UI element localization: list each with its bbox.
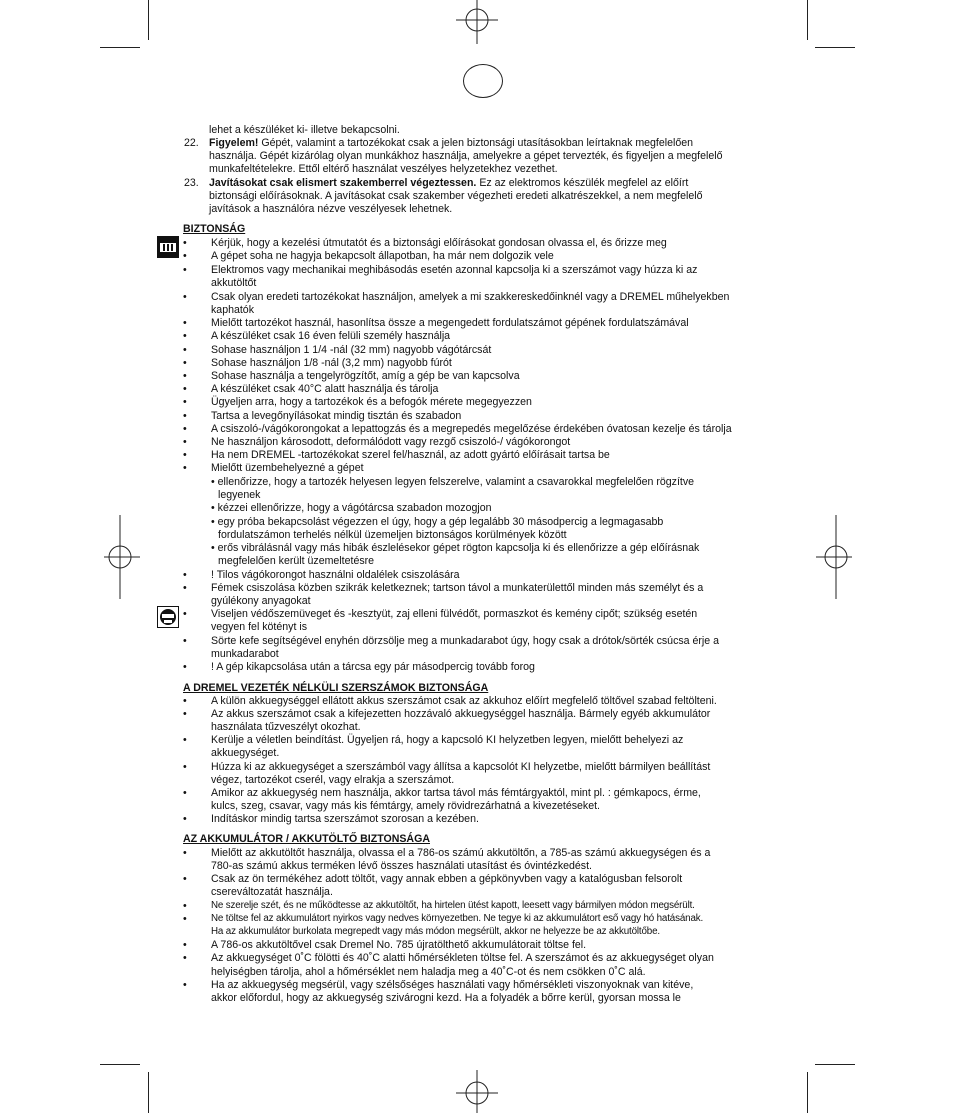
- text-run: Gépét, valamint a tartozékokat csak a jelen biztonsági utasításokban leírtaknak megfelelően: [258, 137, 694, 149]
- bullet: •: [183, 913, 187, 925]
- bullet-text: Ne használjon károsodott, deformálódott vagy rezgő csiszoló-/ vágókorongot: [211, 436, 571, 448]
- crop-mark: [148, 0, 149, 40]
- protective-gear-icon: [157, 606, 179, 628]
- crop-mark: [100, 47, 140, 48]
- sub-bullet-text: megfelelően került üzemeltetésre: [218, 555, 375, 567]
- text-line: munkafeltételekre. Ettől eltérő használat veszélyes helyzetekhez vezethet.: [209, 163, 558, 175]
- bullet: •: [183, 787, 187, 799]
- bullet: •: [183, 396, 187, 408]
- bullet-text: Ne töltse fel az akkumulátort nyirkos vagy nedves környezetben. Ne tegye ki az akkumulátort eső vagy hó hatásának.: [211, 913, 704, 924]
- bullet-text: Mielőtt tartozékot használ, hasonlítsa össze a megengedett fordulatszámot gépének fordulatszámával: [211, 317, 689, 329]
- crop-mark: [807, 0, 808, 40]
- bullet: •: [183, 582, 187, 594]
- bullet-text: Húzza ki az akkuegységet a szerszámból vagy állítsa a kapcsolót KI helyzetbe, mielőtt bármilyen beállítást: [211, 761, 711, 773]
- bullet: •: [183, 264, 187, 276]
- bullet-text: Mielőtt üzembehelyezné a gépet: [211, 462, 364, 474]
- bullet: •: [183, 383, 187, 395]
- section-heading: AZ AKKUMULÁTOR / AKKUTÖLTŐ BIZTONSÁGA: [183, 833, 430, 845]
- registration-mark-bottom: [456, 1070, 498, 1113]
- bullet-text: kaphatók: [211, 304, 254, 316]
- bullet-text: Mielőtt az akkutöltőt használja, olvassa el a 786-os számú akkutöltőn, a 785-as számú akkuegységen és a: [211, 847, 711, 859]
- text-run: Ez az elektromos készülék megfelel az előírt: [476, 177, 689, 189]
- bullet: •: [183, 237, 187, 249]
- manual-read-icon: [157, 236, 179, 258]
- bullet: •: [183, 813, 187, 825]
- bullet-text: Fémek csiszolása közben szikrák keletkeznek; tartson távol a munkaterülettől minden más személyt és a: [211, 582, 704, 594]
- bullet-text: csereváltozatát használja.: [211, 886, 333, 898]
- bullet: •: [183, 291, 187, 303]
- bullet: •: [183, 900, 187, 912]
- bullet-text: Az akkus szerszámot csak a kifejezetten hozzávaló akkuegységgel használja. Bármely egyéb akkumulátor: [211, 708, 711, 720]
- registration-mark-top: [456, 0, 498, 44]
- bullet-text: vegyen fel kötényt is: [211, 621, 307, 633]
- bullet: •: [183, 462, 187, 474]
- bullet: •: [183, 761, 187, 773]
- bullet-text: Viseljen védőszemüveget és -kesztyüt, zaj elleni fülvédőt, pormaszkot és kemény cipőt; szükség esetén: [211, 608, 698, 620]
- bullet-text: végez, tartozékot cserél, vagy elrakja a szerszámot.: [211, 774, 455, 786]
- bullet-text: akkor előfordul, hogy az akkuegység szivárogni kezd. Ha a folyadék a bőrre kerül, gyorsan mossa le: [211, 992, 681, 1004]
- bullet-text: 780-as számú akkus terméken lévő összes használati utasítást és óvintézkedést.: [211, 860, 592, 872]
- registration-mark-left: [96, 515, 144, 599]
- section-heading: BIZTONSÁG: [183, 223, 246, 235]
- bullet: •: [183, 357, 187, 369]
- bullet: •: [183, 569, 187, 581]
- text-line: lehet a készüléket ki- illetve bekapcsolni.: [209, 124, 400, 136]
- section-heading: A DREMEL VEZETÉK NÉLKÜLI SZERSZÁMOK BIZTONSÁGA: [183, 682, 489, 694]
- bullet-text: Kérjük, hogy a kezelési útmutatót és a biztonsági előírásokat gondosan olvassa el, és őrizze meg: [211, 237, 667, 249]
- bullet: •: [183, 952, 187, 964]
- bullet-text: ! Tilos vágókorongot használni oldalélek csiszolására: [211, 569, 460, 581]
- bullet-text: A külön akkuegységgel ellátott akkus szerszámot csak az akkuhoz előírt megfelelő töltővel szabad feltölteni.: [211, 695, 717, 707]
- sub-bullet-text: legyenek: [218, 489, 261, 501]
- sub-bullet-text: • kézzei ellenőrizze, hogy a vágótárcsa szabadon mozogjon: [211, 502, 492, 514]
- bullet-text: Csak olyan eredeti tartozékokat használjon, amelyek a mi szakkereskedőinknél vagy a DREMEL műhelyekben: [211, 291, 730, 303]
- bullet-text: Sörte kefe segítségével enyhén dörzsölje meg a munkadarabot úgy, hogy csak a drótok/sörték csúcsa érje a: [211, 635, 719, 647]
- bullet-text: Sohase használjon 1 1/4 -nál (32 mm) nagyobb vágótárcsát: [211, 344, 492, 356]
- page-tab-oval: [463, 64, 503, 98]
- crop-mark: [815, 1064, 855, 1065]
- bold-lead: Figyelem!: [209, 137, 259, 149]
- bullet-text: Ha nem DREMEL -tartozékokat szerel fel/használ, az adott gyártó előírásait tartsa be: [211, 449, 610, 461]
- bullet-text: Ne szerelje szét, és ne működtesse az akkutöltőt, ha hirtelen ütést kapott, leesett vagy bármilyen módon megsérült.: [211, 900, 695, 911]
- bullet-text: kulcs, szeg, csavar, vagy más kis fémtárgy, amely rövidrezárhatná a kivezetéseket.: [211, 800, 600, 812]
- bullet: •: [183, 436, 187, 448]
- bullet-text: Az akkuegységet 0˚C fölötti és 40˚C alatti hőmérsékleten töltse fel. A szerszámot és az akkuegységet olyan: [211, 952, 714, 964]
- bullet-text: Sohase használjon 1/8 -nál (3,2 mm) nagyobb fúrót: [211, 357, 452, 369]
- sub-bullet-text: • erős vibrálásnál vagy más hibák észlelésekor gépet rögton kapcsolja ki és ellenőrizze a gép előírásnak: [211, 542, 700, 554]
- bullet: •: [183, 695, 187, 707]
- bullet-text: gyúlékony anyagokat: [211, 595, 311, 607]
- sub-bullet-text: • ellenőrizze, hogy a tartozék helyesen legyen felszerelve, valamint a csavarokkal megfelelően rögzítve: [211, 476, 695, 488]
- text-line: használja. Gépét kizárólag olyan munkákhoz használja, amelyekre a gépet tervezték, és figyeljen a megfelelő: [209, 150, 723, 162]
- bullet-text: munkadarabot: [211, 648, 279, 660]
- bullet-text: Elektromos vagy mechanikai meghibásodás esetén azonnal kapcsolja ki a szerszámot vagy húzza ki az: [211, 264, 698, 276]
- bullet: •: [183, 939, 187, 951]
- crop-mark: [807, 1072, 808, 1113]
- bullet-text: Indításkor mindig tartsa szerszámot szorosan a kezében.: [211, 813, 479, 825]
- bullet-text: A készüléket csak 40°C alatt használja és tárolja: [211, 383, 439, 395]
- bullet: •: [183, 370, 187, 382]
- bullet: •: [183, 344, 187, 356]
- bullet-text: Sohase használja a tengelyrögzítőt, amíg a gép be van kapcsolva: [211, 370, 520, 382]
- bullet: •: [183, 847, 187, 859]
- bullet-text: A csiszoló-/vágókorongokat a lepattogzás és a megrepedés megelőzése érdekében óvatosan kezelje és tárolja: [211, 423, 732, 435]
- bullet: •: [183, 635, 187, 647]
- bullet: •: [183, 873, 187, 885]
- bullet: •: [183, 423, 187, 435]
- bullet: •: [183, 330, 187, 342]
- bullet-text: ! A gép kikapcsolása után a tárcsa egy pár másodpercig tovább forog: [211, 661, 535, 673]
- bullet-text: A 786-os akkutöltővel csak Dremel No. 785 újratölthető akkumulátorait töltse fel.: [211, 939, 587, 951]
- sub-bullet-text: fordulatszámon terhelés nélkül üzemeljen biztonságos korülmények között: [218, 529, 567, 541]
- bullet-text: használata tűzveszélyt okozhat.: [211, 721, 361, 733]
- sub-bullet-text: • egy próba bekapcsolást végezzen el úgy, hogy a gép legalább 30 másodpercig a legmagasabb: [211, 516, 664, 528]
- bullet-text: akkuegységet.: [211, 747, 280, 759]
- registration-mark-right: [812, 515, 860, 599]
- bullet-text: A készüléket csak 16 éven felüli személy használja: [211, 330, 451, 342]
- bullet: •: [183, 661, 187, 673]
- crop-mark: [815, 47, 855, 48]
- bullet-text: Amikor az akkuegység nem használja, akkor tartsa távol más fémtárgyaktól, mint pl. : gémkapocs, érme,: [211, 787, 701, 799]
- text-line: javítások a használóra nézve veszélyesek lehetnek.: [209, 203, 453, 215]
- bullet-text: Kerülje a véletlen beindítást. Ügyeljen rá, hogy a kapcsoló KI helyzetben legyen, mielőtt behelyezi az: [211, 734, 684, 746]
- bullet: •: [183, 317, 187, 329]
- bullet-text: Csak az ön termékéhez adott töltőt, vagy annak ebben a gépkönyvben vagy a katalógusban felsorolt: [211, 873, 683, 885]
- bullet: •: [183, 449, 187, 461]
- item-number: 22.: [184, 137, 199, 149]
- bold-lead: Javításokat csak elismert szakemberrel végeztessen.: [209, 177, 477, 189]
- item-23-first-line: [209, 177, 688, 189]
- bullet: •: [183, 734, 187, 746]
- bullet-text: Tartsa a levegőnyílásokat mindig tisztán és szabadon: [211, 410, 462, 422]
- bullet-text: Ha az akkuegység megsérül, vagy szélsőséges használati vagy hőmérsékleti viszonyoknak van kitéve,: [211, 979, 694, 991]
- crop-mark: [148, 1072, 149, 1113]
- bullet: •: [183, 250, 187, 262]
- bullet: •: [183, 979, 187, 991]
- bullet: •: [183, 608, 187, 620]
- bullet-text: Ha az akkumulátor burkolata megrepedt vagy más módon megsérült, akkor ne helyezze be az akkutöltőbe.: [211, 926, 660, 937]
- bullet: •: [183, 708, 187, 720]
- bullet-text: akkutöltőt: [211, 277, 257, 289]
- bullet-text: Ügyeljen arra, hogy a tartozékok és a befogók mérete megegyezzen: [211, 396, 532, 408]
- bullet-text: A gépet soha ne hagyja bekapcsolt állapotban, ha már nem dolgozik vele: [211, 250, 554, 262]
- crop-mark: [100, 1064, 140, 1065]
- text-line: biztonsági előírásoknak. A javításokat csak szakember végezheti eredeti alkatrészekkel, a nem megfelelő: [209, 190, 703, 202]
- item-number: 23.: [184, 177, 199, 189]
- bullet: •: [183, 410, 187, 422]
- item-22-first-line: [209, 137, 693, 149]
- bullet-text: helyiségben tárolja, ahol a hőmérséklet nem haladja meg a 40˚C-ot és nem csökken 0˚C alá.: [211, 966, 646, 978]
